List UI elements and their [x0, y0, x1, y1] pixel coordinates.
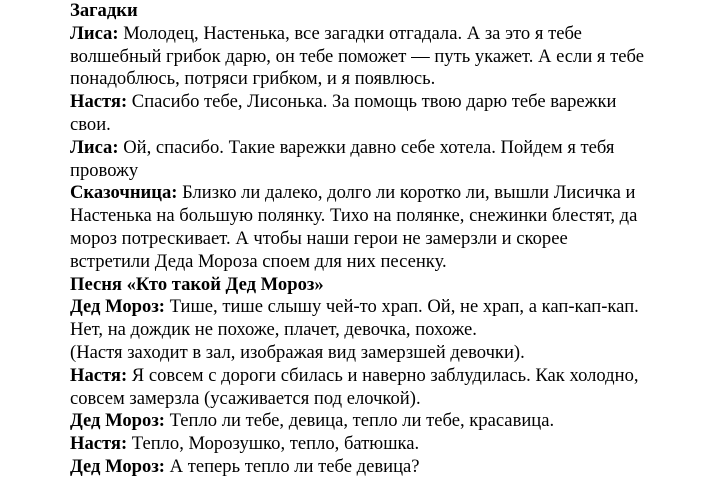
- text-line: [70, 388, 710, 411]
- line-text: Близко ли далеко, долго ли коротко ли, вышли Лисичка и: [177, 182, 636, 204]
- line-text: совсем замерзла (усаживается под елочкой).: [70, 387, 421, 409]
- line-text: Молодец, Настенька, все загадки отгадала. А за это я тебе: [118, 22, 582, 44]
- text-line: [70, 114, 710, 137]
- line-text: Тепло, Морозушко, тепло, батюшка.: [127, 433, 420, 455]
- text-line: [70, 456, 710, 479]
- line-text: А теперь тепло ли тебе девица?: [164, 455, 420, 477]
- line-text: провожу: [70, 159, 139, 181]
- text-line: [70, 68, 710, 91]
- text-line: [70, 205, 710, 228]
- line-text: мороз потрескивает. А чтобы наши герои не замерзли и скорее: [70, 227, 568, 249]
- line-text: Тепло ли тебе, девица, тепло ли тебе, красавица.: [164, 410, 555, 432]
- speaker-label: Настя:: [70, 91, 128, 113]
- text-line: [70, 251, 710, 274]
- text-line: [70, 46, 710, 69]
- text-line: [70, 91, 710, 114]
- text-line: [70, 319, 710, 342]
- line-text: встретили Деда Мороза споем для них песенку.: [70, 250, 447, 272]
- line-text: Настенька на большую полянку. Тихо на полянке, снежинки блестят, да: [70, 205, 638, 227]
- speaker-label: Дед Мороз:: [70, 455, 165, 477]
- line-text: Ой, спасибо. Такие варежки давно себе хотела. Пойдем я тебя: [118, 136, 615, 158]
- text-line: [70, 23, 710, 46]
- text-line: [70, 137, 710, 160]
- document-body: [70, 0, 710, 479]
- text-line: [70, 228, 710, 251]
- line-text: Я совсем с дороги сбилась и наверно заблудилась. Как холодно,: [127, 364, 639, 386]
- text-line: [70, 274, 710, 297]
- text-line: [70, 160, 710, 183]
- section-heading: Загадки: [70, 0, 138, 21]
- text-line: [70, 296, 710, 319]
- line-text: Нет, на дождик не похоже, плачет, девочка, похоже.: [70, 319, 477, 341]
- speaker-label: Лиса:: [70, 22, 119, 44]
- song-heading: Песня «Кто такой Дед Мороз»: [70, 273, 324, 295]
- line-text: Тише, тише слышу чей-то храп. Ой, не храп, а кап-кап-кап.: [164, 296, 639, 318]
- text-line: [70, 433, 710, 456]
- line-text: понадоблюсь, потряси грибком, и я появлюсь.: [70, 68, 436, 90]
- speaker-label: Сказочница:: [70, 182, 178, 204]
- speaker-label: Настя:: [70, 433, 128, 455]
- text-line: [70, 0, 710, 23]
- text-line: [70, 342, 710, 365]
- speaker-label: Дед Мороз:: [70, 410, 165, 432]
- text-line: [70, 410, 710, 433]
- line-text: волшебный грибок дарю, он тебе поможет — путь укажет. А если я тебе: [70, 45, 644, 67]
- speaker-label: Настя:: [70, 364, 128, 386]
- speaker-label: Дед Мороз:: [70, 296, 165, 318]
- line-text: (Настя заходит в зал, изображая вид замерзшей девочки).: [70, 341, 525, 363]
- speaker-label: Лиса:: [70, 136, 119, 158]
- text-line: [70, 182, 710, 205]
- line-text: свои.: [70, 113, 111, 135]
- line-text: Спасибо тебе, Лисонька. За помощь твою дарю тебе варежки: [127, 91, 617, 113]
- text-line: [70, 365, 710, 388]
